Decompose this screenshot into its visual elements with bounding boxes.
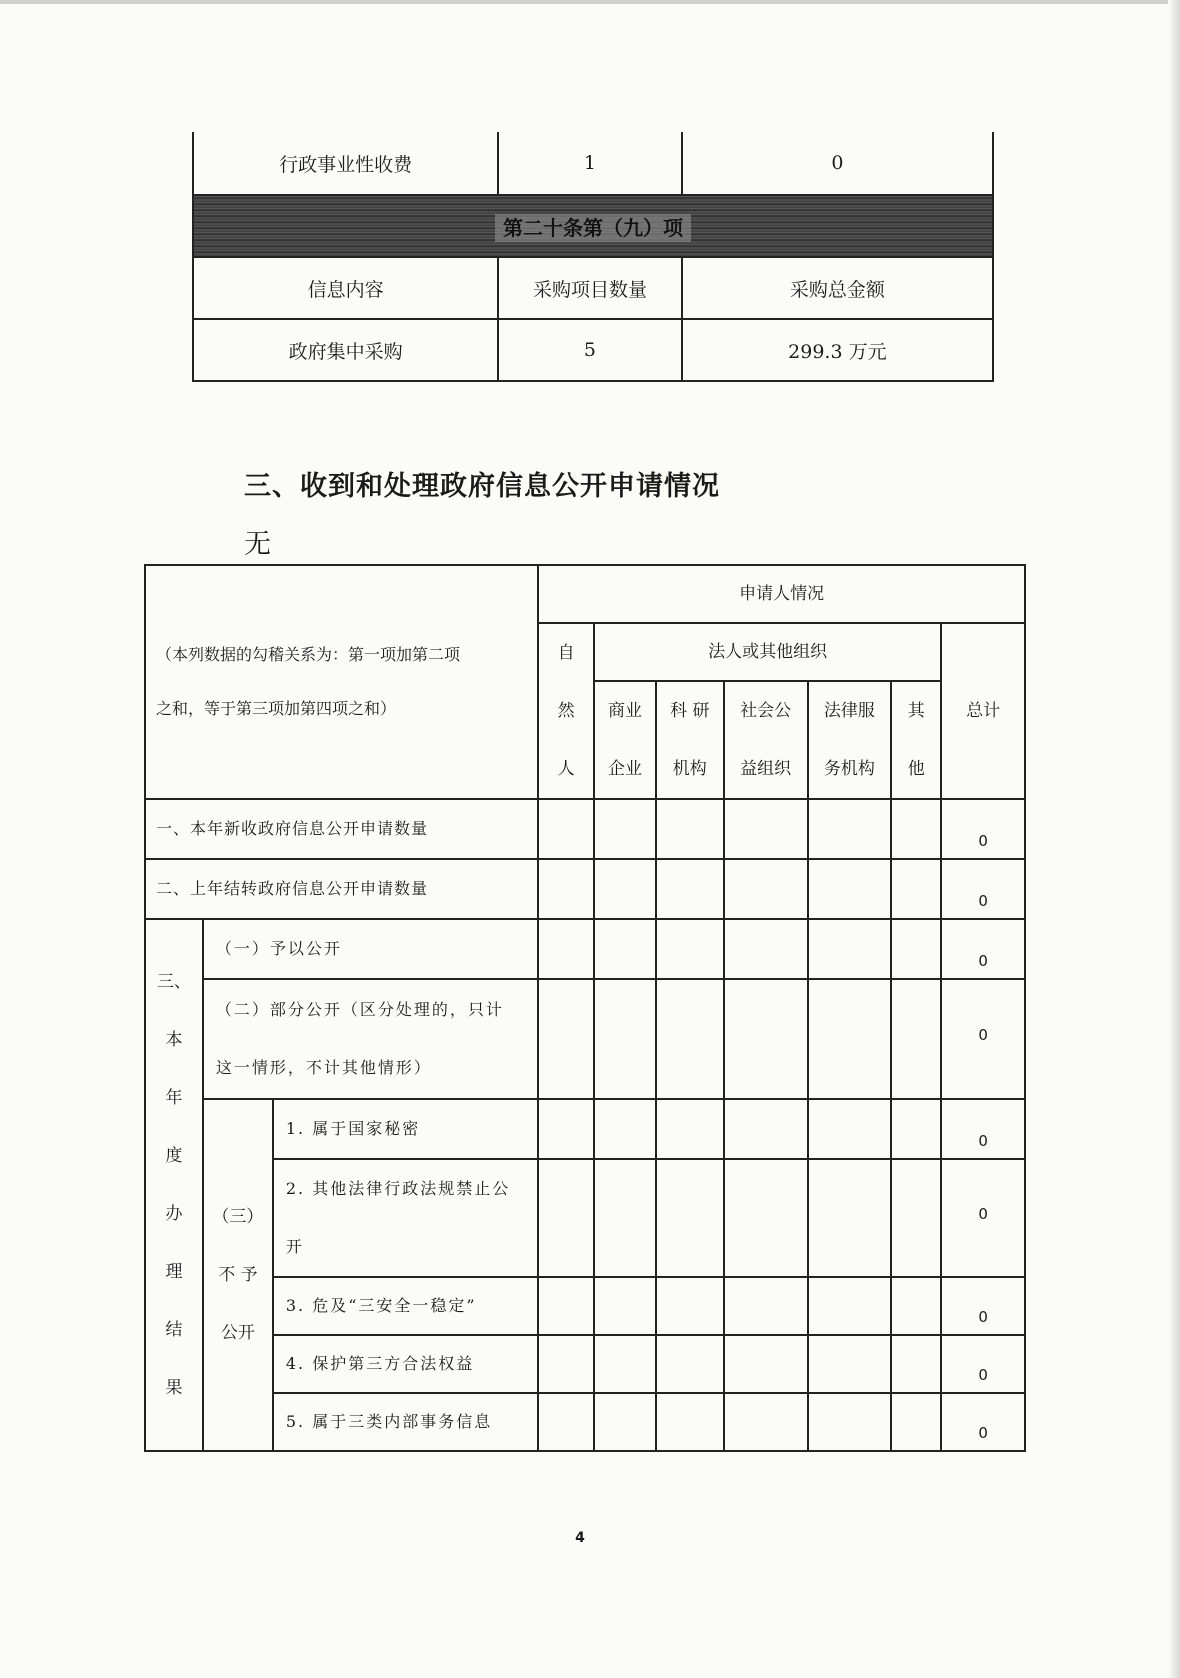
table-row [145, 859, 1025, 919]
header-info-content: 信息内容 [193, 257, 498, 319]
relation-note: （本列数据的勾稽关系为：第一项加第二项 之和，等于第三项加第四项之和） [145, 565, 538, 799]
new-applications-label: 一、本年新收政府信息公开申请数量 [145, 799, 538, 859]
total-value: 0 [941, 799, 1025, 859]
legal-service-header: 法律服 务机构 [808, 681, 892, 799]
carryover-label: 二、上年结转政府信息公开申请数量 [145, 859, 538, 919]
public-welfare-header: 社会公 益组织 [724, 681, 808, 799]
table-row [193, 132, 993, 195]
research-header: 科 研 机构 [656, 681, 724, 799]
application-table [144, 564, 1026, 1452]
other-header: 其 他 [891, 681, 941, 799]
total-header: 总计 [941, 623, 1025, 799]
procurement-count: 5 [498, 319, 682, 381]
table-row [145, 919, 1025, 979]
total-value: 0 [941, 1335, 1025, 1393]
legal-entity-header: 法人或其他组织 [594, 623, 941, 681]
total-value: 0 [941, 1393, 1025, 1451]
article-banner-row [193, 195, 993, 257]
table-row [145, 1159, 1025, 1277]
procurement-amount: 299.3 万元 [682, 319, 993, 381]
article-banner: 第二十条第（九）项 [193, 195, 993, 257]
none-text: 无 [244, 529, 271, 560]
total-value: 0 [941, 1099, 1025, 1159]
page-number: 4 [575, 1530, 585, 1546]
table-row [145, 1099, 1025, 1159]
total-value: 0 [941, 919, 1025, 979]
law-prohibited-label: 2. 其他法律行政法规禁止公 开 [273, 1159, 538, 1277]
scan-top-edge [0, 0, 1180, 4]
fee-label: 行政事业性收费 [193, 132, 498, 195]
natural-person-header: 自 然 人 [538, 623, 594, 799]
third-party-rights-label: 4. 保护第三方合法权益 [273, 1335, 538, 1393]
fee-amount: 0 [682, 132, 993, 195]
scan-page-edge [1168, 0, 1180, 1678]
total-value: 0 [941, 859, 1025, 919]
header-project-count: 采购项目数量 [498, 257, 682, 319]
table-row [145, 1393, 1025, 1451]
total-value: 0 [941, 979, 1025, 1099]
security-stability-label: 3. 危及“三安全一稳定” [273, 1277, 538, 1335]
disclosed-label: （一）予以公开 [203, 919, 538, 979]
table-row [145, 1277, 1025, 1335]
partial-disclosure-label: （二）部分公开（区分处理的，只计 这一情形，不计其他情形） [203, 979, 538, 1099]
not-disclosed-label: （三） 不 予 公开 [203, 1099, 273, 1451]
table-row [145, 565, 1025, 623]
annual-results-label: 三、 本 年 度 办 理 结 果 [145, 919, 203, 1451]
procurement-table [192, 132, 994, 382]
state-secret-label: 1. 属于国家秘密 [273, 1099, 538, 1159]
internal-affairs-label: 5. 属于三类内部事务信息 [273, 1393, 538, 1451]
header-total-amount: 采购总金额 [682, 257, 993, 319]
table-row [193, 319, 993, 381]
table-row [145, 979, 1025, 1099]
section-heading: 三、收到和处理政府信息公开申请情况 [244, 471, 720, 502]
table-row [145, 1335, 1025, 1393]
table-header-row [193, 257, 993, 319]
table-row [145, 799, 1025, 859]
total-value: 0 [941, 1159, 1025, 1277]
fee-count: 1 [498, 132, 682, 195]
applicant-header: 申请人情况 [538, 565, 1025, 623]
business-header: 商业 企业 [594, 681, 656, 799]
procurement-label: 政府集中采购 [193, 319, 498, 381]
total-value: 0 [941, 1277, 1025, 1335]
